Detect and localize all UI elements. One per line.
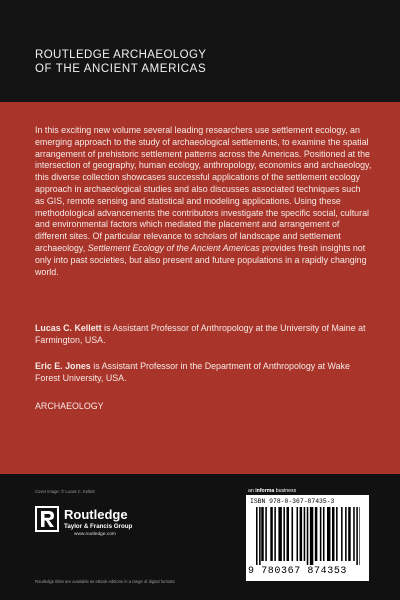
- barcode-bar: [261, 507, 264, 561]
- author-text-1: is Assistant Professor of Anthropology at the University of Maine at Farmington, USA.: [35, 323, 366, 345]
- description-text-2: provides fresh insights not only into past societies, but also present and future populations in a rapidly changing world.: [35, 242, 367, 277]
- barcode-bar: [256, 507, 258, 565]
- barcode-bar: [259, 507, 261, 565]
- barcode-bar: [353, 507, 355, 561]
- description-text-1: In this exciting new volume several leading researchers use settlement ecology, an emerging approach to the study of archaeological settlements, to examine the spatial arrangement of prehistoric settlement patterns across the Americas. Positioned at the intersection of geography, human ecology, anthropology, economics and archaeology, this diverse collection showcases successful applications of the settlement ecology approach in archaeological studies and also discusses associated techniques such as GIS, remote sensing and statistical and modeling applications. Using these methodological advancements the contributors investigate the specific social, cultural and environmental factors which mediated the placement and arrangement of different sites. Of particular relevance to scholars of landscape and settlement archaeology,: [35, 125, 372, 253]
- ebook-note: Routledge titles are available as eBook editions in a range of digital formats: [35, 579, 175, 584]
- barcode-bar: [287, 507, 290, 561]
- series-title-line2: OF THE ANCIENT AMERICAS: [35, 63, 207, 75]
- barcode-bar: [270, 507, 273, 561]
- informa-suffix: business: [274, 488, 297, 494]
- routledge-logo-icon: [35, 506, 59, 532]
- barcode-bar: [359, 507, 360, 565]
- book-title-italic: Settlement Ecology of the Ancient Americas: [87, 242, 260, 253]
- barcode-bar: [283, 507, 285, 561]
- barcode-bar: [327, 507, 330, 561]
- barcode-bar: [336, 507, 338, 561]
- barcode-bar: [307, 507, 309, 565]
- barcode-icon: [256, 507, 360, 565]
- barcode-bar: [323, 507, 325, 561]
- book-description: [35, 125, 372, 278]
- series-band: [0, 0, 400, 102]
- author-name-1: Lucas C. Kellett: [35, 323, 102, 333]
- barcode-bar: [310, 507, 313, 565]
- cover-image-credit: Cover image: © Lucas C. Kellett: [35, 489, 95, 494]
- barcode-panel: [246, 495, 369, 581]
- informa-prefix: an: [248, 488, 256, 494]
- barcode-bar: [292, 507, 294, 561]
- author-name-2: Eric E. Jones: [35, 361, 91, 371]
- barcode-bar: [300, 507, 303, 561]
- barcode-bar: [265, 507, 267, 561]
- barcode-bar: [278, 507, 281, 561]
- isbn-label: ISBN 978-0-367-87435-3: [250, 498, 335, 505]
- barcode-bar: [332, 507, 335, 561]
- barcode-bar: [341, 507, 343, 561]
- informa-brand: informa: [255, 488, 275, 494]
- subject-category: ARCHAEOLOGY: [35, 401, 104, 411]
- publisher-url[interactable]: www.routledge.com: [74, 532, 116, 537]
- barcode-bar: [304, 507, 306, 561]
- publisher-group: Taylor & Francis Group: [64, 523, 133, 530]
- author-text-2: is Assistant Professor in the Department of Anthropology at Wake Forest University, USA.: [35, 361, 350, 383]
- informa-tagline: [248, 488, 296, 494]
- barcode-bar: [348, 507, 351, 561]
- barcode-bar: [320, 507, 322, 561]
- barcode-bar: [356, 507, 358, 565]
- barcode-bar: [315, 507, 318, 561]
- barcode-bar: [297, 507, 299, 561]
- barcode-bar: [345, 507, 347, 561]
- barcode-digits: 9 780367 874353: [248, 566, 348, 577]
- author-bio-1: [35, 323, 372, 347]
- series-title-line1: ROUTLEDGE ARCHAEOLOGY: [35, 49, 207, 61]
- publisher-name: Routledge: [64, 507, 128, 522]
- author-bio-2: [35, 361, 372, 385]
- barcode-bar: [274, 507, 276, 561]
